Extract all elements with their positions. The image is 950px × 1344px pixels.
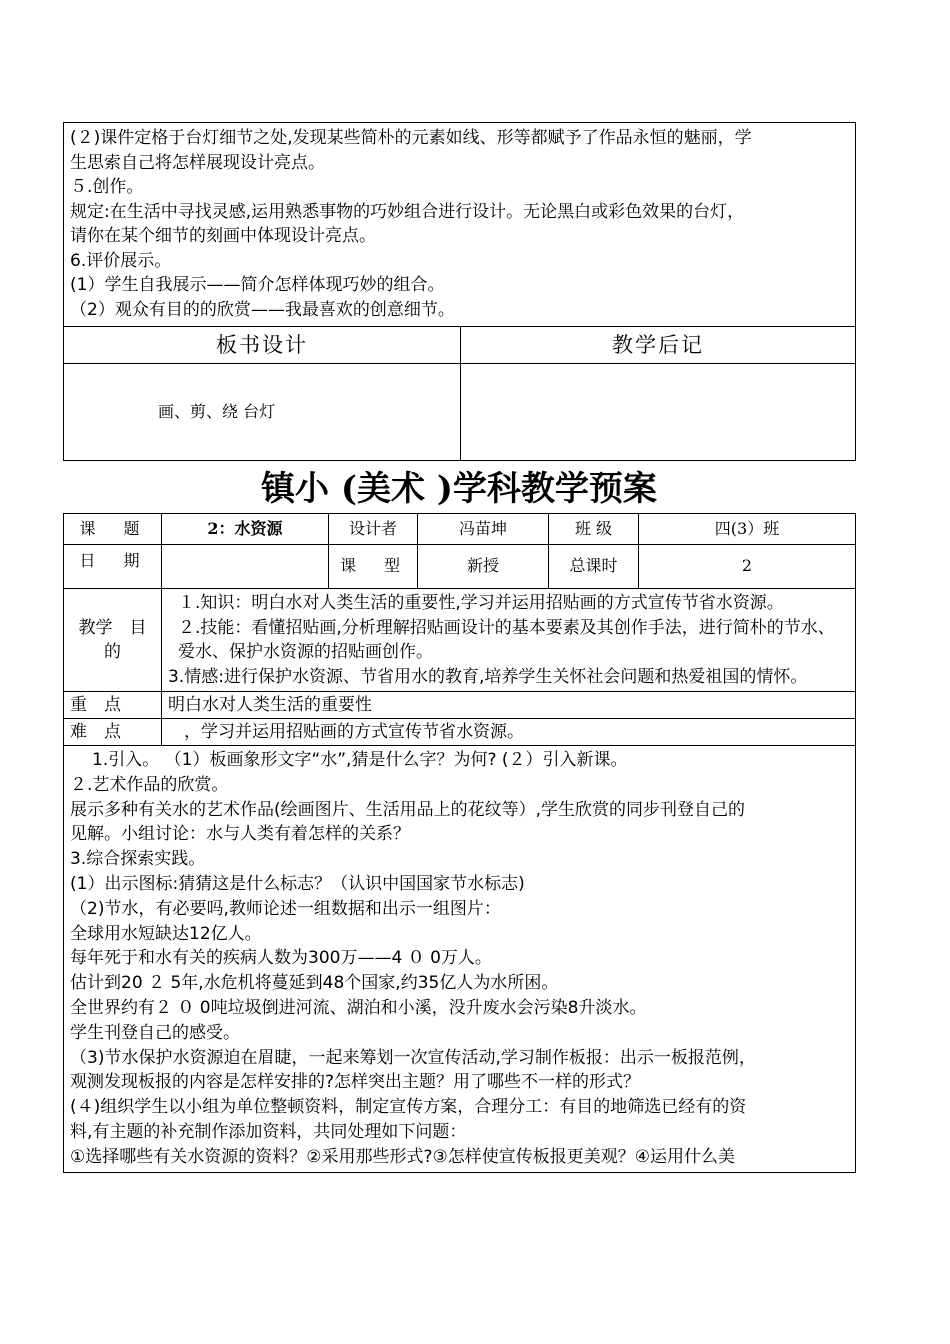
goals-label — [64, 589, 162, 692]
process-line: 料,有主题的补充制作添加资料，共同处理如下问题： — [70, 1121, 467, 1142]
goal-item-emotion: 3.情感:进行保护水资源、节省用水的教育,培养学生关怀社会问题和热爱祖国的情怀。 — [168, 666, 808, 687]
topic-label: 课 题 — [64, 514, 162, 545]
process-line: 观测发现板报的内容是怎样安排的?怎样突出主题？用了哪些不一样的形式？ — [70, 1072, 641, 1093]
process-line: 估计到20 ２ 5年,水危机将蔓延到48个国家,约35亿人为水所困。 — [70, 973, 559, 994]
class-value: 四(3）班 — [639, 514, 856, 545]
goals-label-line: 教学 目 — [78, 617, 147, 638]
previous-lesson-table — [63, 122, 856, 461]
difficulty-value: ，学习并运用招贴画的方式宣传节省水资源。 — [162, 719, 856, 746]
process-line: (４)组织学生以小组为单位整顿资料，制定宣传方案，合理分工：有目的地筛选已经有的资 — [70, 1097, 747, 1118]
board-design-text: 画、剪、绕 台灯 — [158, 401, 276, 421]
process-line: (1）出示图标:猜猜这是什么标志？（认识中国国家节水标志) — [70, 873, 525, 894]
teaching-notes-header: 教学后记 — [461, 327, 856, 364]
teaching-notes-content — [461, 364, 856, 461]
topic-value: 2：水资源 — [162, 514, 329, 545]
activity-line: 6.评价展示。 — [70, 250, 172, 271]
activity-line: (1）学生自我展示——简介怎样体现巧妙的组合。 — [70, 275, 445, 295]
process-line: （2)节水，有必要吗,教师论述一组数据和出示一组图片： — [70, 898, 501, 919]
total-hours-value: 2 — [639, 545, 856, 589]
key-point-value: 明白水对人类生活的重要性 — [162, 692, 856, 719]
lesson-plan-table — [63, 513, 856, 1173]
designer-label: 设计者 — [329, 514, 418, 545]
page-title: 镇小 (美术 )学科教学预案 — [261, 469, 657, 509]
process-line: ①选择哪些有关水资源的资料？②采用那些形式?③怎样使宣传板报更美观？④运用什么美 — [70, 1146, 735, 1167]
activity-line: 请你在某个细节的刻画中体现设计亮点。 — [70, 226, 376, 246]
date-value — [162, 545, 329, 589]
goals-content — [162, 589, 856, 692]
process-line: 1.引入。 （1）板画象形文字“水”,猜是什么字？为何? (２）引入新课。 — [92, 750, 628, 770]
process-line: （3)节水保护水资源迫在眉睫，一起来筹划一次宣传活动,学习制作板报：出示一板报范例， — [70, 1047, 756, 1068]
total-hours-label: 总课时 — [549, 545, 639, 589]
date-label: 日 期 — [64, 545, 162, 589]
board-design-header: 板书设计 — [64, 327, 461, 364]
teaching-process-cell — [64, 746, 856, 1173]
goal-item-knowledge: １.知识：明白水对人类生活的重要性,学习并运用招贴画的方式宣传节省水资源。 — [178, 593, 784, 613]
process-line: 全世界约有２ ０ 0吨垃圾倒进河流、湖泊和小溪，没升废水会污染8升淡水。 — [70, 997, 647, 1018]
activity-line: 生思索自己将怎样展现设计亮点。 — [70, 152, 325, 173]
lesson-plan-page — [63, 122, 855, 1173]
lesson-type-value: 新授 — [418, 545, 549, 589]
goal-item-skill: ２.技能：看懂招贴画,分析理解招贴画设计的基本要素及其创作手法，进行简朴的节水、爱水、保护水资源的招贴画创作。 — [178, 617, 835, 662]
activity-line: 规定:在生活中寻找灵感,运用熟悉事物的巧妙组合进行设计。无论黑白或彩色效果的台灯， — [70, 201, 745, 222]
activity-line: (２)课件定格于台灯细节之处,发现某些简朴的元素如线、形等都赋予了作品永恒的魅丽，学 — [70, 128, 752, 148]
board-design-content — [64, 364, 461, 461]
process-line: 每年死于和水有关的疾病人数为300万——4 ０ 0万人。 — [70, 948, 492, 969]
lesson-type-label: 课 型 — [329, 545, 418, 589]
process-line: 见解。小组讨论：水与人类有着怎样的关系？ — [70, 824, 410, 845]
activity-continuation-cell — [64, 123, 856, 327]
process-line: 展示多种有关水的艺术作品(绘画图片、生活用品上的花纹等）,学生欣赏的同步刊登自己的 — [70, 799, 746, 820]
activity-line: ５.创作。 — [70, 177, 144, 197]
process-line: ２.艺术作品的欣赏。 — [70, 774, 229, 795]
class-label: 班 级 — [549, 514, 639, 545]
activity-line: （2）观众有目的的欣赏——我最喜欢的创意细节。 — [70, 299, 455, 320]
goals-label-line: 的 — [104, 642, 121, 662]
key-point-label: 重 点 — [64, 692, 162, 719]
difficulty-label: 难 点 — [64, 719, 162, 746]
process-line: 全球用水短缺达12亿人。 — [70, 923, 262, 944]
process-line: 3.综合探索实践。 — [70, 849, 206, 870]
process-line: 学生刊登自己的感受。 — [70, 1022, 240, 1043]
designer-value: 冯苗坤 — [418, 514, 549, 545]
